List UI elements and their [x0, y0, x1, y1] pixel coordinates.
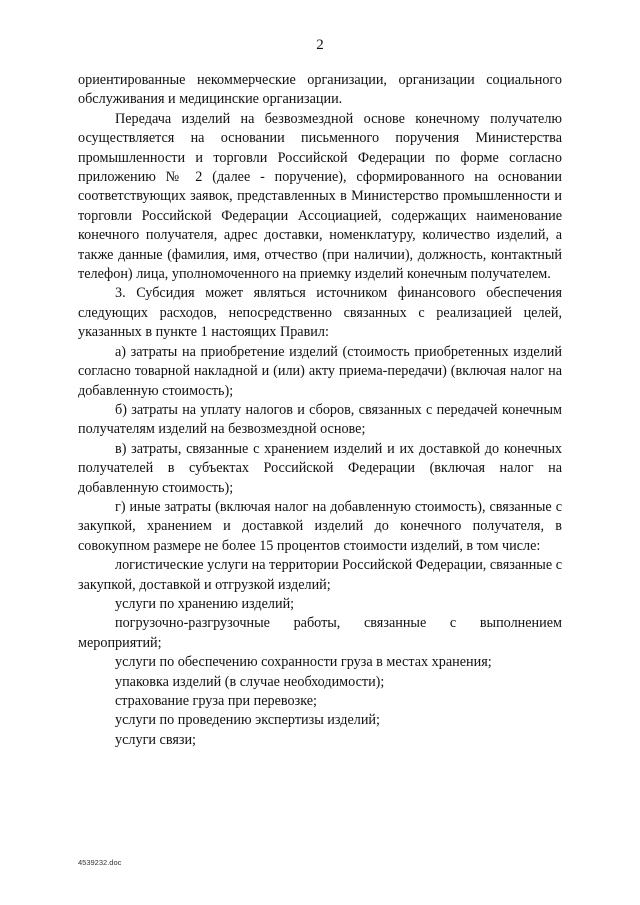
list-item: а) затраты на приобретение изделий (стоимость приобретенных изделий согласно товарной накладной и (или) акту приема-передачи) (включая налог на добавленную стоимость); [78, 343, 562, 399]
list-item: б) затраты на уплату налогов и сборов, связанных с передачей конечным получателям изделий на безвозмездной основе; [78, 401, 562, 438]
list-item: в) затраты, связанные с хранением изделий и их доставкой до конечных получателей в субъектах Российской Федерации (включая налог на добавленную стоимость); [78, 440, 562, 496]
sub-list-item: страхование груза при перевозке; [115, 693, 317, 709]
paragraph: Передача изделий на безвозмездной основе конечному получателю осуществляется на основании письменного поручения Министерства промышленности и торговли Российской Федерации по форме согласно приложению № 2 (далее - поручение), сформированного на основании соответствующих заявок, представленных в Министерство промышленности и торговли Российской Федерации Ассоциацией, содержащих наименование конечного получателя, адрес доставки, номенклатуру, количество изделий, а также данные (фамилия, имя, отчество (при наличии), должность, контактный телефон) лица, уполномоченного на приемку изделий конечным получателем. [78, 110, 562, 283]
sub-list-item: услуги по обеспечению сохранности груза в местах хранения; [115, 654, 492, 671]
sub-list-item: услуги связи; [115, 731, 196, 748]
list-item: г) иные затраты (включая налог на добавленную стоимость), связанные с закупкой, хранением и доставкой изделий до конечного получателя, в совокупном размере не более 15 процентов стоимости изделий, в том числе: [78, 498, 562, 554]
paragraph: 3. Субсидия может являться источником финансового обеспечения следующих расходов, непосредственно связанных с реализацией целей, указанных в пункте 1 настоящих Правил: [78, 285, 562, 341]
document-body [78, 71, 562, 750]
sub-list-item: погрузочно-разгрузочные работы, связанные с выполнением мероприятий; [78, 615, 562, 651]
sub-list-item: упаковка изделий (в случае необходимости); [115, 673, 385, 690]
sub-list-item: услуги по хранению изделий; [115, 595, 295, 612]
sub-list-item: логистические услуги на территории Российской Федерации, связанные с закупкой, доставкой и отгрузкой изделий; [78, 557, 562, 593]
paragraph: ориентированные некоммерческие организации, организации социального обслуживания и медицинские организации. [78, 72, 562, 108]
page-number: 2 [316, 37, 324, 53]
sub-list-item: услуги по проведению экспертизы изделий; [115, 712, 380, 729]
file-name-footer: 4539232.doc [78, 858, 122, 867]
